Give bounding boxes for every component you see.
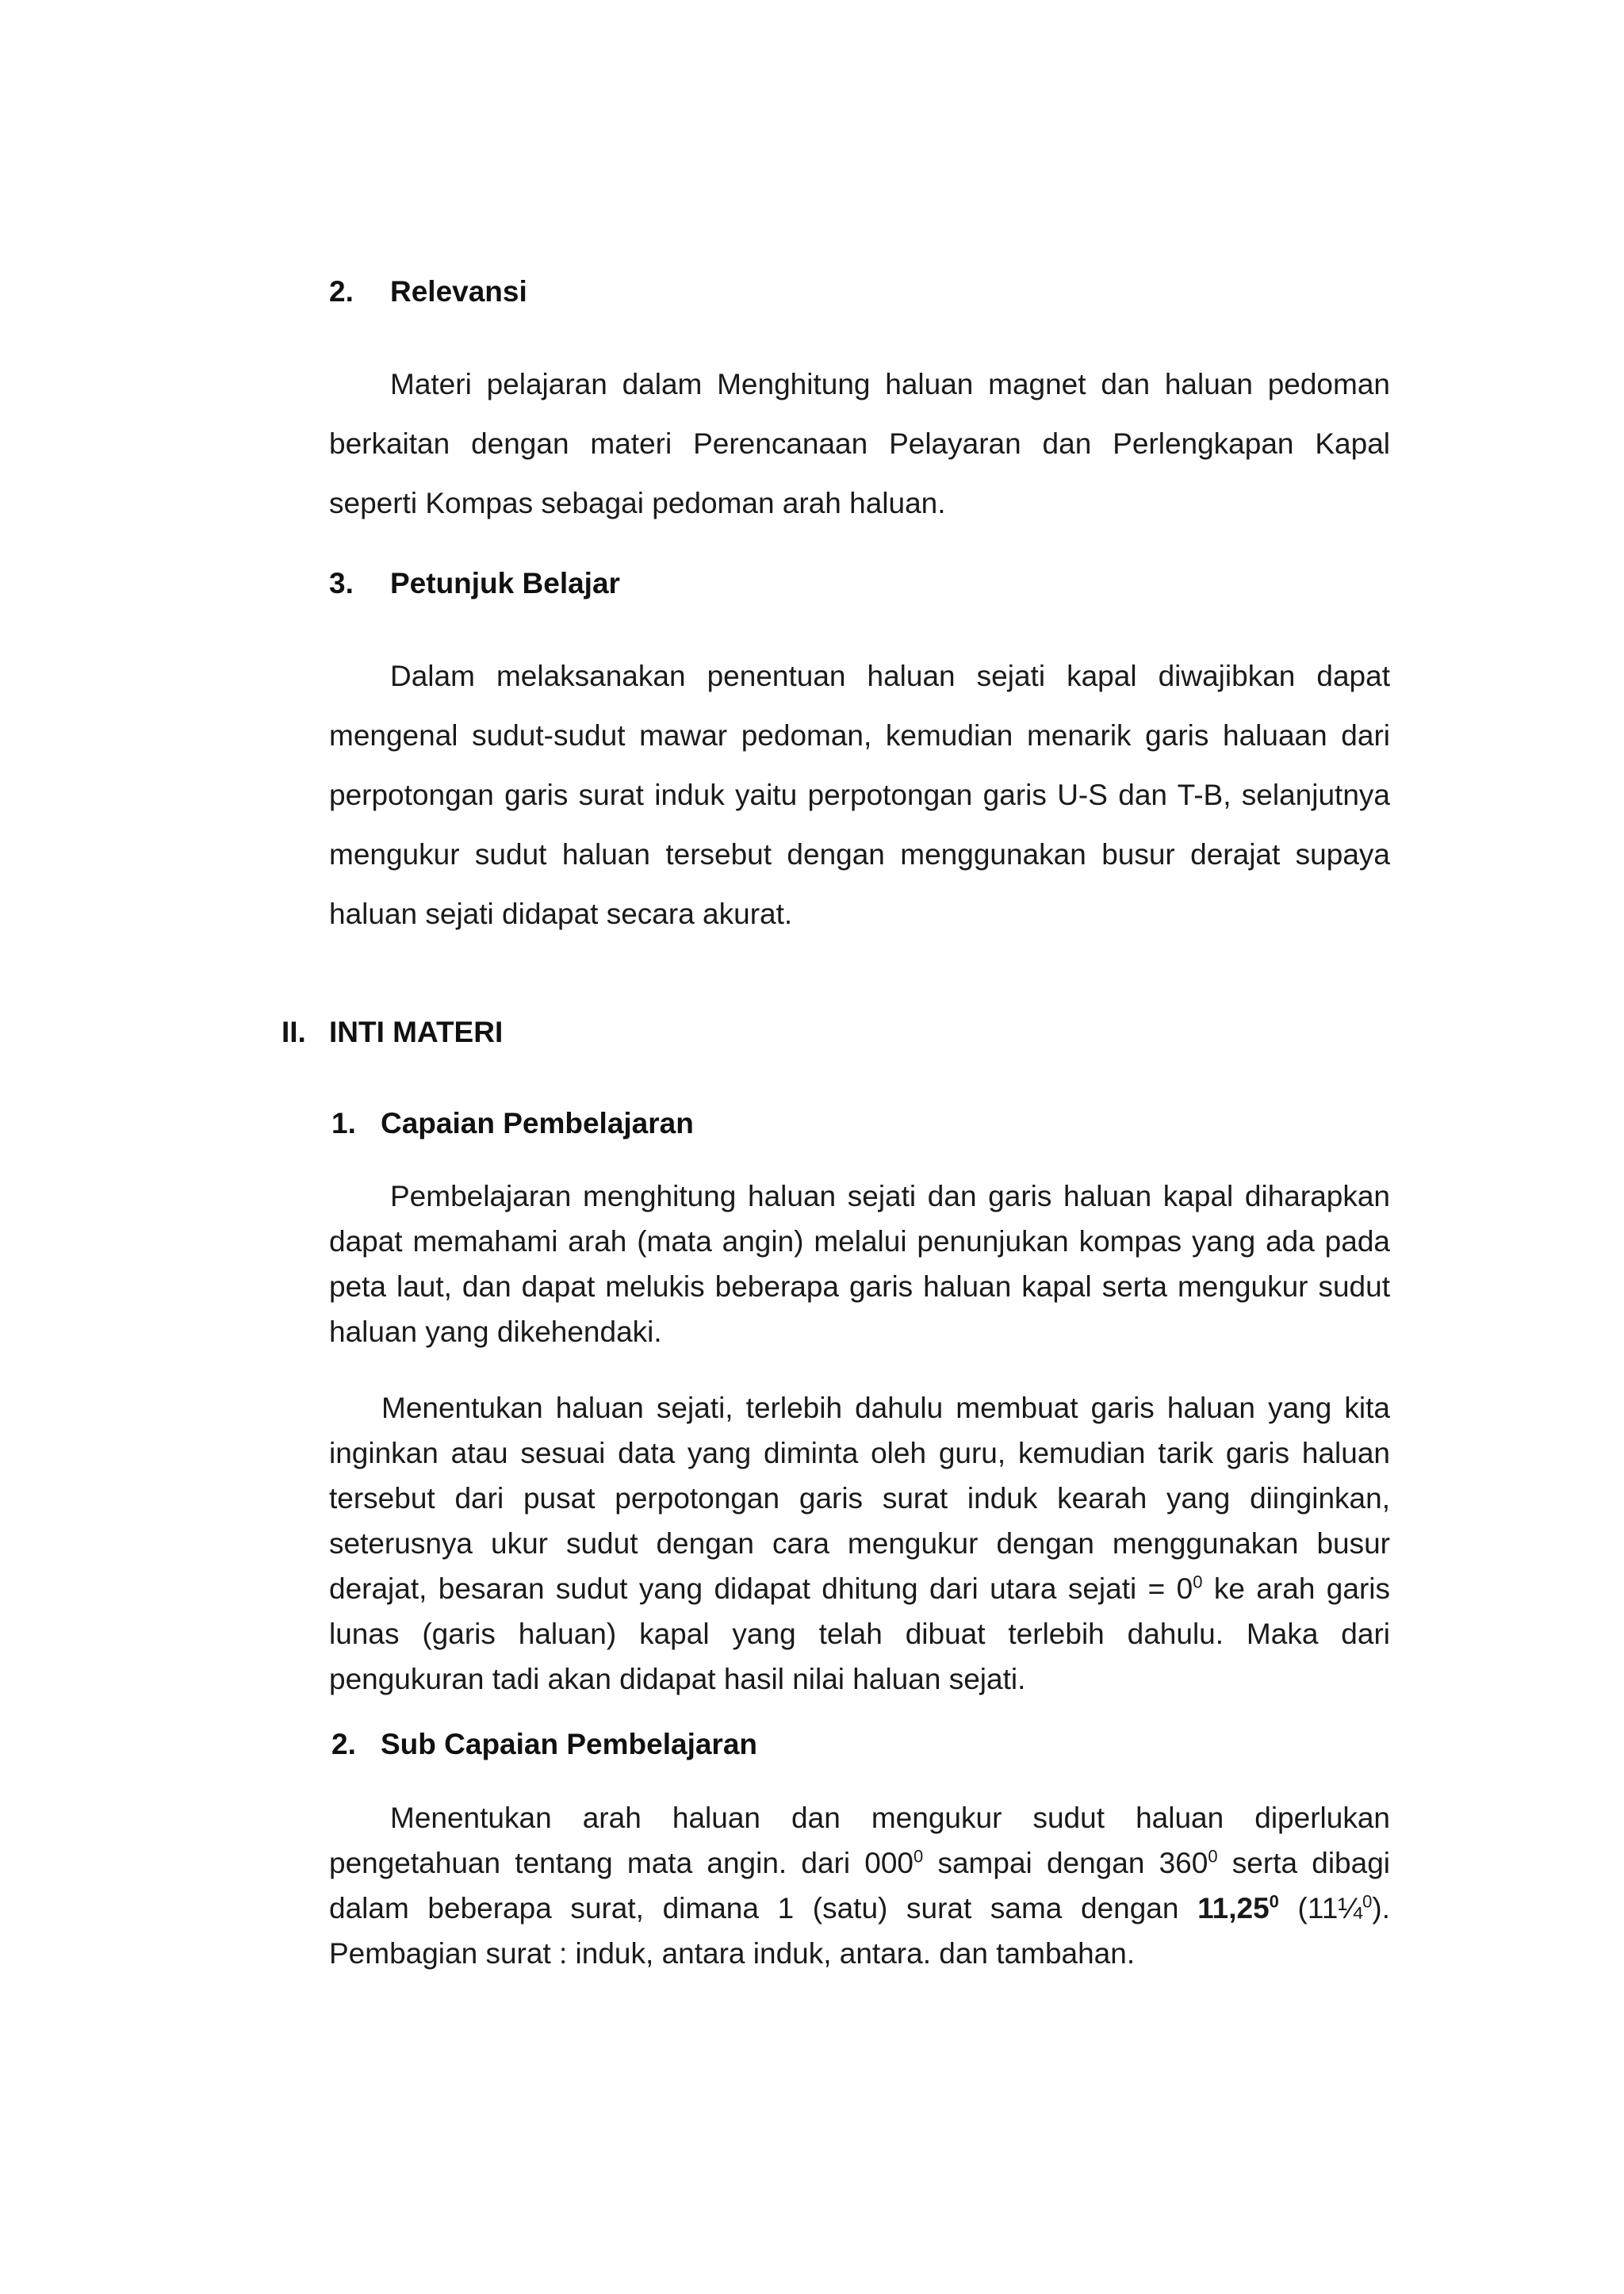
heading-title: Sub Capaian Pembelajaran — [381, 1728, 758, 1760]
paragraph-sub-capaian — [329, 1795, 1390, 1976]
bold-value: 11,25 — [1197, 1892, 1270, 1924]
paragraph-text: serta dibagi dalam beberapa surat, dimana 1 (satu) surat sama dengan — [329, 1847, 1391, 1924]
heading-petunjuk-belajar — [329, 566, 620, 601]
heading-title: Petunjuk Belajar — [390, 567, 620, 599]
paragraph-text: Pembelajaran menghitung haluan sejati dan garis haluan kapal diharapkan dapat memahami arah (mata angin) melalui penunjukan kompas yang ada pada peta laut, dan dapat melukis beberapa garis haluan kapal serta mengukur sudut haluan yang dikehendaki. — [329, 1180, 1390, 1348]
paragraph-capaian-2 — [329, 1385, 1390, 1702]
paragraph-text: Materi pelajaran dalam Menghitung haluan magnet dan haluan pedoman berkaitan dengan materi Perencanaan Pelayaran dan Perlengkapan Kapal seperti Kompas sebagai pedoman arah haluan. — [329, 368, 1390, 519]
heading-capaian-pembelajaran — [331, 1106, 694, 1141]
paragraph-capaian-1 — [329, 1174, 1390, 1354]
heading-sub-capaian-pembelajaran — [331, 1727, 757, 1762]
paragraph-text: Menentukan haluan sejati, terlebih dahulu membuat garis haluan yang kita inginkan atau sesuai data yang diminta oleh guru, kemudian tarik garis haluan tersebut dari pusat perpotongan garis surat induk kearah yang diinginkan, seterusnya ukur sudut dengan cara mengukur dengan menggunakan busur derajat, besaran sudut yang didapat dhitung dari utara sejati = 0 — [329, 1392, 1390, 1605]
degree-superscript: 0 — [1362, 1891, 1373, 1912]
heading-relevansi — [329, 274, 527, 309]
heading-title: INTI MATERI — [329, 1016, 504, 1048]
heading-number: 3. — [329, 567, 354, 599]
heading-title: Relevansi — [390, 275, 527, 308]
degree-superscript: 0 — [1269, 1891, 1279, 1912]
paragraph-text: sampai dengan 360 — [923, 1847, 1208, 1879]
heading-number: 2. — [331, 1728, 356, 1760]
paragraph-text: (11¼ — [1278, 1892, 1363, 1924]
paragraph-text: ). Pembagian surat : induk, antara induk, antara. dan tambahan. — [329, 1892, 1390, 1970]
heading-number: 2. — [329, 275, 354, 308]
degree-superscript: 0 — [914, 1846, 924, 1867]
heading-title: Capaian Pembelajaran — [381, 1107, 694, 1139]
heading-number: II. — [282, 1016, 306, 1048]
heading-inti-materi — [282, 1015, 503, 1050]
paragraph-relevansi — [329, 354, 1390, 533]
heading-number: 1. — [331, 1107, 356, 1139]
paragraph-petunjuk-belajar — [329, 646, 1390, 944]
paragraph-text: Menentukan arah haluan dan mengukur sudut haluan diperlukan pengetahuan tentang mata angin. dari 000 — [329, 1802, 1390, 1879]
degree-superscript: 0 — [1193, 1572, 1203, 1592]
paragraph-text: Dalam melaksanakan penentuan haluan sejati kapal diwajibkan dapat mengenal sudut-sudut mawar pedoman, kemudian menarik garis haluaan dari perpotongan garis surat induk yaitu perpotongan garis U-S dan T-B, selanjutnya mengukur sudut haluan tersebut dengan menggunakan busur derajat supaya haluan sejati didapat secara akurat. — [329, 660, 1390, 930]
degree-superscript: 0 — [1208, 1846, 1218, 1867]
paragraph-text: ke arah garis lunas (garis haluan) kapal yang telah dibuat terlebih dahulu. Maka dari pengukuran tadi akan didapat hasil nilai haluan sejati. — [329, 1572, 1390, 1695]
